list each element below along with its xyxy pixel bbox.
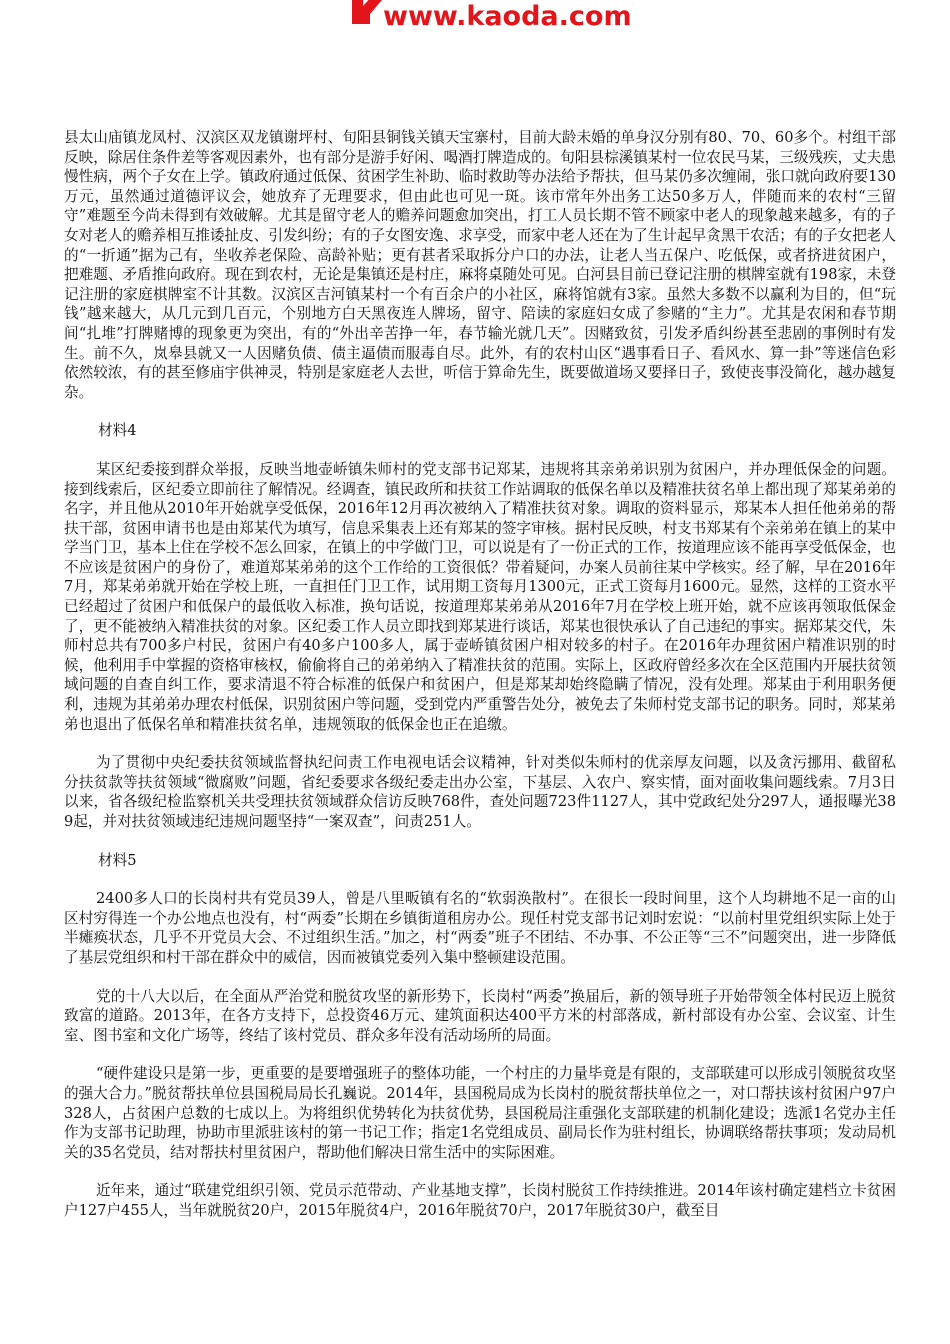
site-url-link[interactable]: www.kaoda.com <box>383 1 632 32</box>
paragraph-material5-intro: 2400多人口的长岗村共有党员39人，曾是八里畈镇有名的“软弱涣散村”。在很长一段时间里，这个人均耕地不足一亩的山区村穷得连一个办公地点也没有，村“两委”长期在乡镇街道租房办公。现任村党支部书记刘时宏说：“以前村里党组织实际上处于半瘫痪状态，几乎不开党员大会、不过组织生活。”加之，村“两委”班子不团结、不办事、不公正等“三不”问题突出，进一步降低了基层党组织和村干部在群众中的威信，因而被镇党委列入集中整顿建设范围。 <box>64 890 896 966</box>
document-body <box>64 128 896 1221</box>
heading-material-4: 材料4 <box>98 422 137 440</box>
paragraph-material4-case: 某区纪委接到群众举报，反映当地壶峤镇朱师村的党支部书记郑某，违规将其亲弟弟识别为贫困户，并办理低保金的问题。接到线索后，区纪委立即前往了解情况。经调查，镇民政所和扶贫工作站调取的低保名单以及精准扶贫名单上都出现了郑某弟弟的名字，并且他从2010年开始就享受低保，2016年12月再次被纳入了精准扶贫对象。调取的资料显示，郑某本人担任他弟弟的帮扶干部，贫困申请书也是由郑某代为填写，信息采集表上还有郑某的签字审核。据村民反映，村支书郑某有个亲弟弟在镇上的某中学当门卫，基本上住在学校不怎么回家，在镇上的中学做门卫，可以说是有了一份正式的工作，按道理应该不能再享受低保金，也不应该是贫困户的身份了，难道郑某弟弟的这个工作给的工资很低？带着疑问，办案人员前往某中学核实。经了解，早在2016年7月，郑某弟弟就开始在学校上班，一直担任门卫工作，试用期工资每月1300元，正式工资每月1600元。显然，这样的工资水平已经超过了贫困户和低保户的最低收入标准，换句话说，按道理郑某弟弟从2016年7月在学校上班开始，就不应该再领取低保金了，更不能被纳入精准扶贫的对象。区纪委工作人员立即找到郑某进行谈话，郑某也很快承认了自己违纪的事实。据郑某交代，朱师村总共有700多户村民，贫困户有40多户100多人，属于壶峤镇贫困户相对较多的村子。在2016年办理贫困户精准识别的时候，他利用手中掌握的资格审核权，偷偷将自己的弟弟纳入了精准扶贫的范围。实际上，区政府曾经多次在全区范围内开展扶贫领域问题的自查自纠工作，要求清退不符合标准的低保户和贫困户，但是郑某却始终隐瞒了情况，没有处理。郑某由于利用职务便利，违规为其弟弟办理农村低保，识别贫困户等问题，受到党内严重警告处分，被免去了朱师村党支部书记的职务。同时，郑某弟弟也退出了低保名单和精准扶贫名单，违规领取的低保金也正在追缴。 <box>64 460 896 733</box>
page-header <box>0 0 950 40</box>
paragraph-material4-response: 为了贯彻中央纪委扶贫领域监督执纪问责工作电视电话会议精神，针对类似朱师村的优亲厚友问题，以及贪污挪用、截留私分扶贫款等扶贫领域“微腐败”问题，省纪委要求各级纪委走出办公室，下基层、入农户、察实情，面对面收集问题线索。7月3日以来，省各级纪检监察机关共受理扶贫领域群众信访反映768件，查处问题723件1127人，其中党政纪处分297人，通报曝光389起，并对扶贫领域违纪违规问题坚持“一案双查”，问责251人。 <box>64 754 896 830</box>
paragraph-material5-progress: 党的十八大以后，在全面从严治党和脱贫攻坚的新形势下，长岗村“两委”换届后，新的领导班子开始带领全体村民迈上脱贫致富的道路。2013年，在各方支持下，总投资46万元、建筑面积达400平方米的村部落成，新村部设有办公室、会议室、计生室、图书室和文化广场等，终结了该村党员、群众多年没有活动场所的局面。 <box>64 987 896 1044</box>
heading-material-5: 材料5 <box>98 851 137 869</box>
paragraph-material3-continued: 县太山庙镇龙凤村、汉滨区双龙镇谢坪村、旬阳县铜钱关镇天宝寨村，目前大龄未婚的单身汉分别有80、70、60多个。村组干部反映，除居住条件差等客观因素外，也有部分是游手好闲、喝酒打牌造成的。旬阳县棕溪镇某村一位农民马某，三级残疾，丈夫患慢性病，两个子女在上学。镇政府通过低保、贫困学生补助、临时救助等办法给予帮扶，但马某仍多次缠闹，张口就向政府要130万元，虽然通过道德评议会，她放弃了无理要求，但由此也可见一斑。该市常年外出务工达50多万人，伴随而来的农村“三留守”难题至今尚未得到有效破解。尤其是留守老人的赡养问题愈加突出，打工人员长期不管不顾家中老人的现象越来越多，有的子女对老人的赡养相互推诿扯皮、引发纠纷；有的子女图安逸、求享受，而家中老人还在为了生计起早贪黑干农活；有的子女把老人的“一折通”据为己有，坐收养老保险、高龄补贴；更有甚者采取拆分户口的办法，让老人当五保户、吃低保，或者挤进贫困户，把难题、矛盾推向政府。现在到农村，无论是集镇还是村庄，麻将桌随处可见。白河县目前已登记注册的棋牌室就有198家，未登记注册的家庭棋牌室不计其数。汉滨区吉河镇某村一个有百余户的小社区，麻将馆就有3家。虽然大多数不以赢利为目的，但“玩钱”越来越大，从几元到几百元，个别地方白天黑夜连人牌场，留守、陪读的家庭妇女成了参赌的“主力”。尤其是农闲和春节期间“扎堆”打牌赌博的现象更为突出，有的“外出辛苦挣一年，春节输光就几天”。因赌致贫，引发矛盾纠纷甚至悲剧的事例时有发生。前不久，岚皋县就又一人因赌负债、债主逼债而服毒自尽。此外，有的农村山区“遇事看日子、看风水、算一卦”等迷信色彩依然较浓，有的甚至修庙宇供神灵，特别是家庭老人去世，听信于算命先生，既要做道场又要择日子，致使丧事没简化，越办越复杂。 <box>64 129 896 401</box>
paragraph-material5-results: 近年来，通过“联建党组织引领、党员示范带动、产业基地支撑”，长岗村脱贫工作持续推进。2014年该村确定建档立卡贫困户127户455人，当年就脱贫20户，2015年脱贫4户，2016年脱贫70户，2017年脱贫30户，截至目 <box>64 1182 896 1219</box>
logo-icon <box>346 0 382 24</box>
paragraph-material5-quote: “硬件建设只是第一步，更重要的是要增强班子的整体功能，一个村庄的力量毕竟是有限的，支部联建可以形成引领脱贫攻坚的强大合力。”脱贫帮扶单位县国税局局长孔巍说。2014年，县国税局成为长岗村的脱贫帮扶单位之一，对口帮扶该村贫困户97户328人，占贫困户总数的七成以上。为将组织优势转化为扶贫优势，县国税局注重强化支部联建的机制化建设；选派1名党办主任作为支部书记助理，协助市里派驻该村的第一书记工作；指定1名党组成员、副局长作为驻村组长，协调联络帮扶事项；发动局机关的35名党员，结对帮扶村里贫困户，帮助他们解决日常生活中的实际困难。 <box>64 1065 896 1161</box>
